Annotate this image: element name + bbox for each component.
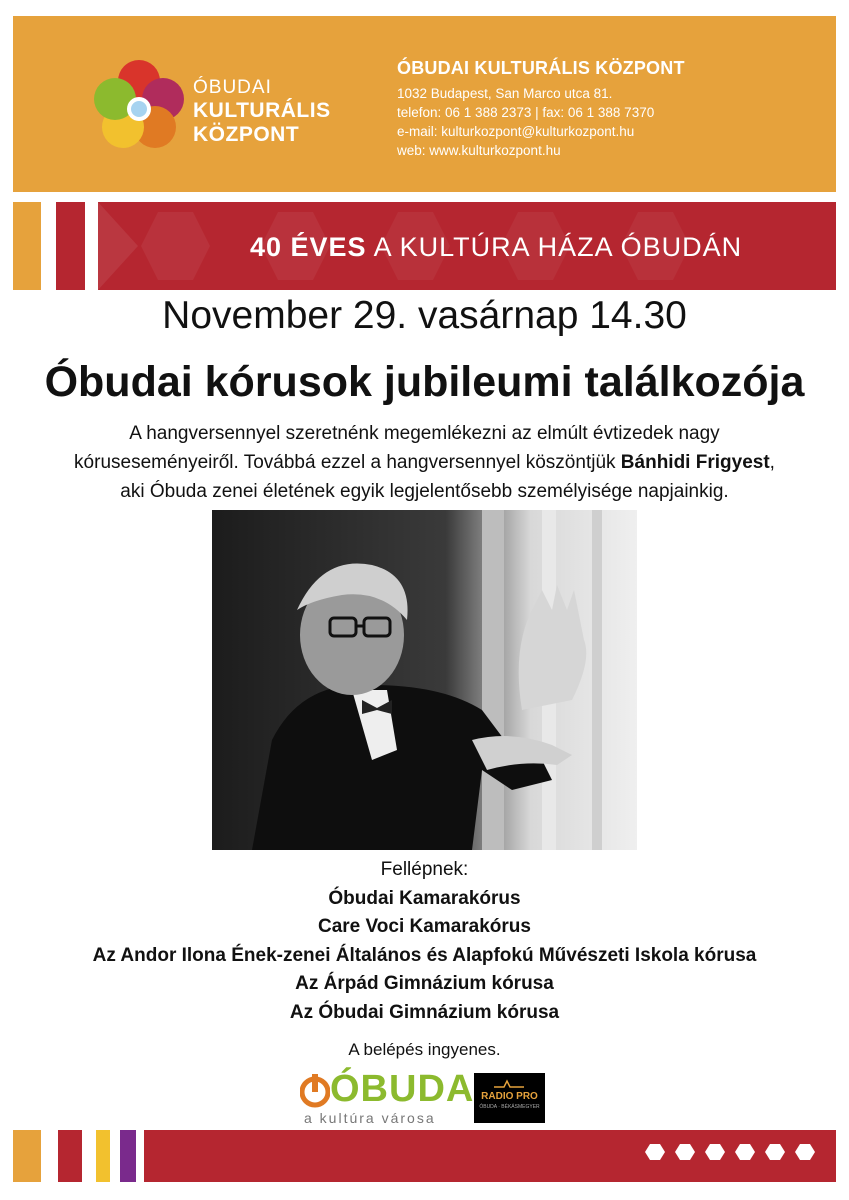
banner-bar-orange bbox=[13, 202, 41, 290]
performer-item: Az Andor Ilona Ének-zenei Általános és Alapfokú Művészeti Iskola kórusa bbox=[92, 944, 757, 966]
header-panel bbox=[13, 16, 836, 192]
bottom-bar-yellow bbox=[96, 1130, 110, 1182]
radio-wave-icon bbox=[474, 1077, 545, 1091]
contact-block bbox=[397, 58, 685, 160]
entry-note: A belépés ingyenes. bbox=[348, 1040, 501, 1059]
email: e-mail: kulturkozpont@kulturkozpont.hu bbox=[397, 124, 635, 139]
radio-name: RADIO PRO bbox=[481, 1091, 538, 1102]
hexagon-row-icon bbox=[144, 1130, 836, 1182]
logo-line-2: KULTURÁLIS bbox=[193, 99, 331, 122]
intro-part-2: , aki Óbuda zenei életének egyik legjelentősebb személyisége napjainkig. bbox=[120, 452, 775, 502]
performers-section bbox=[0, 856, 849, 1027]
logo-text bbox=[193, 78, 331, 148]
bottom-bar-purple bbox=[120, 1130, 136, 1182]
banner-bar-red bbox=[56, 202, 85, 290]
performer-item: Óbudai Kamarakórus bbox=[328, 887, 521, 909]
logo-line-3: KÖZPONT bbox=[193, 123, 300, 146]
conductor-photo-image bbox=[212, 510, 637, 850]
intro-part-1: A hangversennyel szeretnénk megemlékezni az elmúlt évtizedek nagy kóruseseményeiről. Továbbá ezzel a hangversennyel köszöntjük bbox=[74, 423, 720, 473]
website: web: www.kulturkozpont.hu bbox=[397, 143, 561, 158]
bottom-ribbon bbox=[144, 1130, 836, 1182]
event-intro bbox=[60, 419, 789, 506]
phone-fax: telefon: 06 1 388 2373 | fax: 06 1 388 7370 bbox=[397, 105, 655, 120]
event-date: November 29. vasárnap 14.30 bbox=[162, 294, 687, 337]
performer-item: Az Árpád Gimnázium kórusa bbox=[295, 973, 554, 994]
obuda-tagline: a kultúra városa bbox=[304, 1110, 436, 1126]
performer-item: Az Óbudai Gimnázium kórusa bbox=[289, 1001, 560, 1023]
radio-subtitle: ÓBUDA · BÉKÁSMEGYER bbox=[479, 1104, 540, 1110]
event-title: Óbudai kórusok jubileumi találkozója bbox=[44, 358, 805, 406]
banner-rest: A KULTÚRA HÁZA ÓBUDÁN bbox=[366, 232, 743, 262]
logo-line-1: ÓBUDAI bbox=[193, 77, 272, 98]
kulturkozpont-logo-icon bbox=[93, 59, 185, 151]
banner-bold: 40 ÉVES bbox=[250, 232, 367, 262]
bottom-bar-orange bbox=[13, 1130, 41, 1182]
honoree-name: Bánhidi Frigyest bbox=[620, 452, 770, 473]
performers-heading: Fellépnek: bbox=[380, 859, 469, 880]
obuda-logo bbox=[300, 1068, 475, 1128]
conductor-photo bbox=[212, 510, 637, 850]
power-icon bbox=[300, 1072, 330, 1112]
bottom-bar-red bbox=[58, 1130, 82, 1182]
org-name: ÓBUDAI KULTURÁLIS KÖZPONT bbox=[397, 58, 685, 78]
obuda-word: ÓBUDA bbox=[330, 1068, 475, 1110]
performer-item: Care Voci Kamarakórus bbox=[318, 916, 531, 937]
banner-text bbox=[250, 232, 742, 263]
radio-pro-logo bbox=[474, 1073, 545, 1123]
address: 1032 Budapest, San Marco utca 81. bbox=[397, 86, 613, 101]
